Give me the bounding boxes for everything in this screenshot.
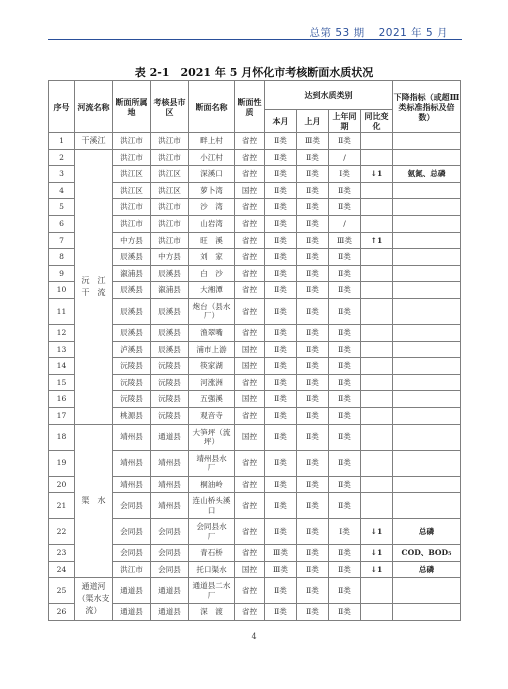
cell-nature: 省控	[235, 265, 265, 282]
river-name: 沅 江 干 流	[75, 149, 113, 424]
cell-last-month: Ⅱ类	[297, 545, 329, 562]
cell-change	[361, 249, 393, 266]
cell-nature: 省控	[235, 604, 265, 621]
cell-change	[361, 424, 393, 450]
cell-county: 洪江市	[151, 232, 189, 249]
cell-indicator	[393, 476, 461, 493]
cell-last-year: Ⅱ类	[329, 493, 361, 519]
cell-county: 通道县	[151, 424, 189, 450]
table-row	[49, 424, 461, 450]
cell-county: 靖州县	[151, 493, 189, 519]
row-number: 20	[49, 476, 75, 493]
cell-last-year: Ⅱ类	[329, 341, 361, 358]
cell-this-month: Ⅱ类	[265, 493, 297, 519]
col-header-nature: 断面性质	[235, 81, 265, 133]
cell-nature: 省控	[235, 166, 265, 183]
cell-change	[361, 282, 393, 299]
cell-this-month: Ⅱ类	[265, 166, 297, 183]
cell-change	[361, 298, 393, 324]
cell-change	[361, 374, 393, 391]
river-name: 干溪江	[75, 133, 113, 150]
cell-county: 沅陵县	[151, 407, 189, 424]
row-number: 16	[49, 391, 75, 408]
cell-change	[361, 476, 393, 493]
cell-county: 通道县	[151, 604, 189, 621]
cell-indicator	[393, 133, 461, 150]
cell-last-month: Ⅱ类	[297, 341, 329, 358]
cell-this-month: Ⅱ类	[265, 298, 297, 324]
cell-nature: 省控	[235, 249, 265, 266]
cell-change	[361, 265, 393, 282]
cell-section: 靖州县水 厂	[189, 450, 235, 476]
cell-section: 浦市上游	[189, 341, 235, 358]
cell-section: 刘 家	[189, 249, 235, 266]
cell-this-month: Ⅱ类	[265, 182, 297, 199]
cell-indicator	[393, 249, 461, 266]
cell-indicator	[393, 391, 461, 408]
row-number: 18	[49, 424, 75, 450]
cell-change	[361, 578, 393, 604]
table-row	[49, 133, 461, 150]
issue-number: 总第 53 期	[309, 27, 365, 39]
cell-section: 大笋坪（流坪）	[189, 424, 235, 450]
cell-city: 洪江市	[113, 133, 151, 150]
cell-nature: 省控	[235, 519, 265, 545]
cell-section: 旺 溪	[189, 232, 235, 249]
table-row	[49, 578, 461, 604]
cell-last-year: Ⅱ类	[329, 476, 361, 493]
row-number: 2	[49, 149, 75, 166]
cell-county: 洪江区	[151, 166, 189, 183]
cell-last-year: Ⅱ类	[329, 604, 361, 621]
cell-city: 靖州县	[113, 476, 151, 493]
cell-city: 辰溪县	[113, 282, 151, 299]
row-number: 7	[49, 232, 75, 249]
cell-nature: 省控	[235, 215, 265, 232]
cell-this-month: Ⅱ类	[265, 249, 297, 266]
cell-section: 白 沙	[189, 265, 235, 282]
cell-change	[361, 199, 393, 216]
cell-last-year: Ⅱ类	[329, 424, 361, 450]
cell-county: 辰溪县	[151, 298, 189, 324]
cell-nature: 省控	[235, 232, 265, 249]
row-number: 19	[49, 450, 75, 476]
cell-this-month: Ⅱ类	[265, 149, 297, 166]
cell-city: 辰溪县	[113, 298, 151, 324]
page-header	[296, 25, 448, 40]
cell-city: 桃源县	[113, 407, 151, 424]
cell-last-year: /	[329, 215, 361, 232]
cell-city: 辰溪县	[113, 249, 151, 266]
cell-city: 靖州县	[113, 424, 151, 450]
cell-county: 会同县	[151, 519, 189, 545]
cell-last-month: Ⅱ类	[297, 324, 329, 341]
cell-section: 观音寺	[189, 407, 235, 424]
cell-section: 青石桥	[189, 545, 235, 562]
cell-section: 河涨洲	[189, 374, 235, 391]
cell-change: ↓1	[361, 519, 393, 545]
cell-change	[361, 341, 393, 358]
col-header-class-group: 达到水质类别	[265, 81, 393, 110]
cell-last-month: Ⅱ类	[297, 578, 329, 604]
cell-nature: 国控	[235, 391, 265, 408]
cell-change	[361, 358, 393, 375]
cell-this-month: Ⅱ类	[265, 407, 297, 424]
col-header-last-month: 上月	[297, 110, 329, 133]
cell-this-month: Ⅱ类	[265, 476, 297, 493]
cell-last-year: Ⅱ类	[329, 391, 361, 408]
cell-nature: 国控	[235, 561, 265, 578]
cell-change	[361, 324, 393, 341]
row-number: 1	[49, 133, 75, 150]
cell-section: 沙 湾	[189, 199, 235, 216]
cell-section: 托口渠水	[189, 561, 235, 578]
cell-this-month: Ⅱ类	[265, 424, 297, 450]
cell-last-year: Ⅱ类	[329, 298, 361, 324]
cell-city: 洪江市	[113, 149, 151, 166]
cell-nature: 省控	[235, 476, 265, 493]
cell-county: 洪江区	[151, 182, 189, 199]
cell-city: 会同县	[113, 519, 151, 545]
cell-indicator: 氨氮、总磷	[393, 166, 461, 183]
cell-last-month: Ⅱ类	[297, 358, 329, 375]
cell-last-year: Ⅱ类	[329, 407, 361, 424]
cell-last-month: Ⅱ类	[297, 391, 329, 408]
row-number: 12	[49, 324, 75, 341]
col-header-indicator: 下降指标（或超Ⅲ类标准指标及倍数）	[393, 81, 461, 133]
cell-last-year: Ⅱ类	[329, 133, 361, 150]
cell-last-year: Ⅱ类	[329, 182, 361, 199]
cell-section: 山岩湾	[189, 215, 235, 232]
cell-this-month: Ⅱ类	[265, 215, 297, 232]
cell-indicator	[393, 493, 461, 519]
cell-change	[361, 133, 393, 150]
row-number: 6	[49, 215, 75, 232]
cell-change	[361, 493, 393, 519]
cell-last-year: Ⅱ类	[329, 199, 361, 216]
row-number: 26	[49, 604, 75, 621]
cell-city: 洪江区	[113, 182, 151, 199]
cell-city: 辰溪县	[113, 324, 151, 341]
river-name: 通道河（渠水支流）	[75, 578, 113, 621]
row-number: 24	[49, 561, 75, 578]
cell-county: 中方县	[151, 249, 189, 266]
cell-city: 洪江区	[113, 166, 151, 183]
cell-county: 溆浦县	[151, 282, 189, 299]
cell-change	[361, 450, 393, 476]
cell-this-month: Ⅱ类	[265, 391, 297, 408]
cell-section: 深 渡	[189, 604, 235, 621]
cell-last-month: Ⅱ类	[297, 374, 329, 391]
cell-last-month: Ⅱ类	[297, 182, 329, 199]
cell-nature: 省控	[235, 199, 265, 216]
cell-section: 五强溪	[189, 391, 235, 408]
cell-change	[361, 407, 393, 424]
cell-this-month: Ⅱ类	[265, 450, 297, 476]
cell-last-year: Ⅱ类	[329, 249, 361, 266]
cell-county: 辰溪县	[151, 341, 189, 358]
cell-change	[361, 391, 393, 408]
cell-nature: 国控	[235, 182, 265, 199]
cell-last-year: /	[329, 149, 361, 166]
cell-this-month: Ⅱ类	[265, 374, 297, 391]
cell-indicator	[393, 358, 461, 375]
row-number: 15	[49, 374, 75, 391]
cell-county: 辰溪县	[151, 324, 189, 341]
cell-this-month: Ⅲ类	[265, 545, 297, 562]
col-header-last-year: 上年同期	[329, 110, 361, 133]
cell-this-month: Ⅱ类	[265, 578, 297, 604]
cell-city: 洪江市	[113, 215, 151, 232]
cell-city: 洪江市	[113, 561, 151, 578]
cell-city: 通道县	[113, 604, 151, 621]
cell-nature: 国控	[235, 341, 265, 358]
cell-county: 靖州县	[151, 450, 189, 476]
cell-nature: 省控	[235, 545, 265, 562]
cell-indicator	[393, 282, 461, 299]
cell-nature: 省控	[235, 282, 265, 299]
cell-section: 炮台（县水厂）	[189, 298, 235, 324]
cell-nature: 省控	[235, 298, 265, 324]
cell-change: ↑1	[361, 232, 393, 249]
cell-last-month: Ⅲ类	[297, 133, 329, 150]
cell-county: 通道县	[151, 578, 189, 604]
cell-change	[361, 215, 393, 232]
cell-indicator	[393, 450, 461, 476]
cell-section: 渔翠嘴	[189, 324, 235, 341]
cell-city: 中方县	[113, 232, 151, 249]
cell-city: 会同县	[113, 493, 151, 519]
cell-change: ↓1	[361, 561, 393, 578]
cell-county: 靖州县	[151, 476, 189, 493]
cell-county: 洪江市	[151, 149, 189, 166]
cell-nature: 省控	[235, 493, 265, 519]
col-header-no: 序号	[49, 81, 75, 133]
cell-last-month: Ⅱ类	[297, 476, 329, 493]
row-number: 22	[49, 519, 75, 545]
cell-indicator	[393, 298, 461, 324]
cell-county: 洪江市	[151, 215, 189, 232]
cell-nature: 省控	[235, 324, 265, 341]
cell-nature: 省控	[235, 578, 265, 604]
water-quality-table	[48, 80, 461, 621]
row-number: 11	[49, 298, 75, 324]
cell-last-month: Ⅱ类	[297, 493, 329, 519]
row-number: 17	[49, 407, 75, 424]
cell-section: 萝卜湾	[189, 182, 235, 199]
cell-section: 畔上村	[189, 133, 235, 150]
cell-section: 通道县二水厂	[189, 578, 235, 604]
row-number: 25	[49, 578, 75, 604]
cell-last-month: Ⅱ类	[297, 282, 329, 299]
cell-last-year: Ⅱ类	[329, 324, 361, 341]
cell-city: 泸溪县	[113, 341, 151, 358]
cell-last-month: Ⅱ类	[297, 604, 329, 621]
cell-this-month: Ⅱ类	[265, 265, 297, 282]
cell-indicator	[393, 374, 461, 391]
col-header-this-month: 本月	[265, 110, 297, 133]
cell-nature: 省控	[235, 149, 265, 166]
cell-last-month: Ⅱ类	[297, 265, 329, 282]
cell-last-month: Ⅱ类	[297, 232, 329, 249]
cell-city: 沅陵县	[113, 374, 151, 391]
cell-indicator	[393, 215, 461, 232]
cell-county: 沅陵县	[151, 374, 189, 391]
cell-indicator: COD、BOD₅	[393, 545, 461, 562]
row-number: 5	[49, 199, 75, 216]
cell-indicator	[393, 341, 461, 358]
cell-last-month: Ⅱ类	[297, 298, 329, 324]
cell-this-month: Ⅱ类	[265, 282, 297, 299]
cell-last-month: Ⅱ类	[297, 424, 329, 450]
cell-this-month: Ⅱ类	[265, 133, 297, 150]
issue-date: 2021 年 5 月	[378, 27, 448, 39]
row-number: 10	[49, 282, 75, 299]
col-header-river: 河流名称	[75, 81, 113, 133]
cell-county: 沅陵县	[151, 391, 189, 408]
cell-last-month: Ⅱ类	[297, 199, 329, 216]
table-row	[49, 149, 461, 166]
cell-indicator	[393, 265, 461, 282]
cell-last-year: Ⅰ类	[329, 519, 361, 545]
cell-county: 会同县	[151, 545, 189, 562]
cell-last-year: Ⅱ类	[329, 358, 361, 375]
cell-nature: 省控	[235, 374, 265, 391]
cell-this-month: Ⅱ类	[265, 604, 297, 621]
cell-indicator	[393, 149, 461, 166]
cell-section: 连山桥头溪口	[189, 493, 235, 519]
cell-last-year: Ⅱ类	[329, 265, 361, 282]
row-number: 4	[49, 182, 75, 199]
cell-last-year: Ⅱ类	[329, 578, 361, 604]
row-number: 21	[49, 493, 75, 519]
cell-section: 桐油岭	[189, 476, 235, 493]
col-header-section: 断面名称	[189, 81, 235, 133]
cell-last-month: Ⅱ类	[297, 149, 329, 166]
cell-last-year: Ⅱ类	[329, 545, 361, 562]
cell-last-month: Ⅱ类	[297, 215, 329, 232]
cell-indicator	[393, 232, 461, 249]
cell-this-month: Ⅱ类	[265, 341, 297, 358]
col-header-change: 同比变化	[361, 110, 393, 133]
cell-change	[361, 182, 393, 199]
cell-last-month: Ⅱ类	[297, 450, 329, 476]
cell-indicator	[393, 604, 461, 621]
cell-indicator	[393, 324, 461, 341]
cell-this-month: Ⅱ类	[265, 519, 297, 545]
cell-nature: 省控	[235, 450, 265, 476]
cell-indicator	[393, 199, 461, 216]
cell-county: 洪江市	[151, 199, 189, 216]
cell-section: 会同县水 厂	[189, 519, 235, 545]
cell-section: 大湘潭	[189, 282, 235, 299]
row-number: 14	[49, 358, 75, 375]
col-header-county: 考核县市区	[151, 81, 189, 133]
cell-county: 沅陵县	[151, 358, 189, 375]
page-number: 4	[251, 632, 257, 641]
cell-change	[361, 149, 393, 166]
cell-this-month: Ⅱ类	[265, 232, 297, 249]
row-number: 9	[49, 265, 75, 282]
cell-change	[361, 604, 393, 621]
cell-change: ↓1	[361, 545, 393, 562]
cell-last-year: Ⅲ类	[329, 232, 361, 249]
cell-county: 洪江市	[151, 133, 189, 150]
table-title: 表 2-1 2021 年 5 月怀化市考核断面水质状况	[134, 66, 374, 79]
river-name: 渠 水	[75, 424, 113, 578]
cell-section: 深溪口	[189, 166, 235, 183]
cell-county: 会同县	[151, 561, 189, 578]
cell-last-month: Ⅱ类	[297, 166, 329, 183]
cell-indicator	[393, 578, 461, 604]
cell-city: 沅陵县	[113, 358, 151, 375]
cell-this-month: Ⅱ类	[265, 324, 297, 341]
row-number: 13	[49, 341, 75, 358]
cell-indicator	[393, 424, 461, 450]
cell-city: 靖州县	[113, 450, 151, 476]
cell-city: 溆浦县	[113, 265, 151, 282]
cell-nature: 国控	[235, 358, 265, 375]
cell-nature: 省控	[235, 133, 265, 150]
cell-city: 沅陵县	[113, 391, 151, 408]
cell-section: 小江村	[189, 149, 235, 166]
cell-this-month: Ⅱ类	[265, 199, 297, 216]
cell-last-month: Ⅱ类	[297, 519, 329, 545]
cell-change: ↓1	[361, 166, 393, 183]
cell-last-month: Ⅱ类	[297, 407, 329, 424]
cell-city: 洪江市	[113, 199, 151, 216]
cell-city: 会同县	[113, 545, 151, 562]
cell-section: 筷家湖	[189, 358, 235, 375]
cell-last-year: Ⅰ类	[329, 166, 361, 183]
cell-nature: 省控	[235, 407, 265, 424]
cell-last-year: Ⅱ类	[329, 561, 361, 578]
cell-last-year: Ⅱ类	[329, 374, 361, 391]
row-number: 8	[49, 249, 75, 266]
row-number: 3	[49, 166, 75, 183]
cell-last-year: Ⅱ类	[329, 282, 361, 299]
cell-last-month: Ⅱ类	[297, 561, 329, 578]
cell-county: 辰溪县	[151, 265, 189, 282]
row-number: 23	[49, 545, 75, 562]
cell-indicator: 总磷	[393, 561, 461, 578]
cell-nature: 国控	[235, 424, 265, 450]
cell-this-month: Ⅱ类	[265, 358, 297, 375]
cell-indicator	[393, 407, 461, 424]
cell-this-month: Ⅲ类	[265, 561, 297, 578]
cell-indicator	[393, 182, 461, 199]
cell-city: 通道县	[113, 578, 151, 604]
col-header-city: 断面所属地	[113, 81, 151, 133]
cell-last-year: Ⅱ类	[329, 450, 361, 476]
cell-indicator: 总磷	[393, 519, 461, 545]
cell-last-month: Ⅱ类	[297, 249, 329, 266]
